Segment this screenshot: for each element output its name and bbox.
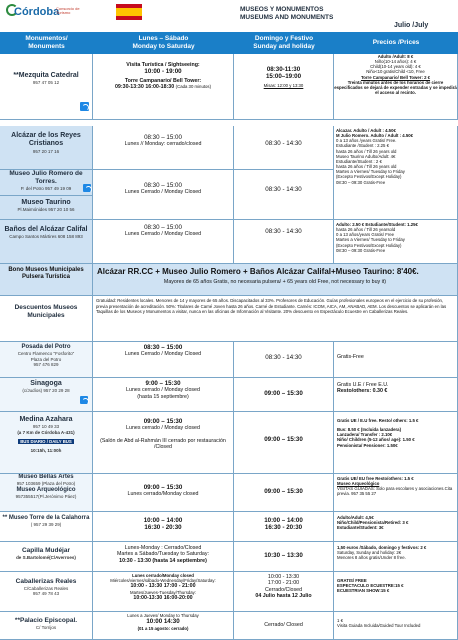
- caballerizas-closed: Cerrado/Closed: [264, 586, 303, 593]
- caballerizas-phone: 957 49 78 43: [32, 591, 60, 597]
- potro-name-cell: [0, 342, 93, 378]
- mezquita-weekend-cell: [234, 54, 334, 120]
- sinagoga-price-cell: [334, 378, 458, 412]
- banos-weekend-cell: [234, 220, 334, 264]
- calahorra-price-cell: [334, 512, 458, 542]
- alcazar-weekend-time: 08:30 - 14:30: [265, 140, 302, 147]
- alcazar-name-cell: [0, 126, 93, 170]
- alcazar-price-cell: [334, 126, 458, 220]
- potro-price-cell: [334, 342, 458, 378]
- bellas-weekday-time: 09:00 – 15:30: [143, 484, 183, 491]
- palacio-price-cell: [334, 612, 458, 640]
- calahorra-weekday-time1: 10:00 – 14:00: [143, 517, 183, 524]
- mezquita-sightseeing-label: Visita Turística / Sightseeing:: [126, 62, 200, 68]
- price-line: Gratis UE / E.U free. Resto/ others: 1.5 €: [337, 418, 419, 423]
- banos-weekday-time: 08:30 – 15:00: [144, 224, 182, 231]
- taurino-name: Museo Taurino: [21, 199, 71, 206]
- period-label: Julio /July: [394, 22, 429, 29]
- descuentos-text-cell: [93, 296, 458, 342]
- bono-name: Bono Museos Municipales: [8, 267, 84, 273]
- mudejar-hours: 10:30 - 13:30 (hasta 14 septiembre): [119, 557, 207, 564]
- potro-price: Gratis-Free: [337, 354, 364, 360]
- calahorra-weekday-cell: [93, 512, 234, 542]
- caballerizas-wed-fri-sat: Miércoles/viernes/sábado-Wednesday/Friday/Saturday:: [110, 578, 216, 584]
- price-line: Museo Taurino Adulto/Adult: 4€: [336, 153, 396, 159]
- price-line: Alcazar. Adulto / Adult : 4.50€: [336, 128, 396, 133]
- spain-flag-icon: [116, 4, 142, 20]
- caballerizas-weekend-time2: 17:00 - 21:00: [267, 580, 300, 587]
- price-line: Saturday, Sunday and holiday: 2€: [337, 550, 402, 556]
- price-line: Gratis U.E / Free E.U.: [337, 382, 389, 388]
- col-weekend-header: Domingo y Festivo Sunday and holiday: [234, 32, 334, 54]
- potro-weekday-time: 08:30 – 15:00: [143, 344, 183, 351]
- price-line: 1,50 euros /Sábado, domingo y festivos: 2 €: [337, 545, 427, 550]
- mudejar-weekend-time: 10:30 – 13:30: [264, 552, 303, 559]
- bono-info-cell: [93, 264, 458, 296]
- banos-weekday-cell: [93, 220, 234, 264]
- price-line: hasta 26 años / Till 26 years old: [336, 148, 397, 154]
- mudejar-name: Capilla Mudéjar: [21, 547, 71, 554]
- palacio-mon-thu: Lunes a Jueves/ Monday to Thursday: [127, 613, 199, 618]
- romero-name-cell: [0, 170, 93, 196]
- bellas-name-cell: [0, 474, 93, 512]
- alcazar-name: Alcázar de los Reyes Cristianos: [11, 132, 81, 148]
- romero-weekday-time: 08:30 – 15:00: [144, 182, 182, 189]
- bellas-weekend-cell: [234, 474, 334, 512]
- caballerizas-address: C/Caballerizas Reales: [23, 585, 69, 591]
- medina-closed-note: Lunes cerrado / Monday closed: [126, 425, 200, 432]
- arqueologico-name: Museo Arqueológico: [16, 486, 76, 493]
- banos-name-cell: [0, 220, 93, 264]
- sinagoga-weekend-cell: [234, 378, 334, 412]
- price-line: Pensionista/ Pensioner: 1.50€: [337, 442, 398, 448]
- potro-weekend-time: 08:30 - 14:30: [265, 354, 302, 361]
- bellas-weekend-time: 09:00 – 15:30: [264, 488, 303, 495]
- mezquita-weekday-cell: [93, 54, 234, 120]
- sinagoga-weekday-cell: [93, 378, 234, 412]
- alcazar-weekend-cell: [234, 126, 334, 170]
- banos-name: Baños del Alcázar Califal: [4, 226, 88, 233]
- mudejar-weekend-cell: [234, 542, 334, 572]
- romero-weekend-cell: [234, 170, 334, 220]
- mezquita-sightseeing-time: 10:00 - 19:00: [144, 68, 182, 76]
- sinagoga-closed-note: Lunes cerrado / Monday closed: [126, 387, 200, 394]
- arqueologico-phone: 957355517(Pl.Jerónimo Páez): [15, 493, 77, 499]
- sinagoga-date-note: (hasta 15 septiembre): [137, 393, 189, 400]
- caballerizas-tue-thu: Martes/Jueves-Tuesday/Thursday:: [130, 589, 196, 595]
- caballerizas-name: Caballerizas Reales: [15, 578, 77, 585]
- medina-weekend-time: 09:00 – 15:30: [264, 436, 303, 443]
- price-line: VISITAS GUIADAS: Solo para escolares y asociaciones.Cita previa. 957 35 55 27: [337, 486, 453, 497]
- price-line: hasta 26 años / Till 26 yearsold: [336, 227, 396, 233]
- caballerizas-weekend-cell: [234, 572, 334, 612]
- price-line: Niño/ Children (5-12 años/ age): 1.50 €: [337, 437, 415, 443]
- price-line: M Julio Romero. Adulto / Adult : 4.50€: [336, 133, 414, 139]
- mezquita-weekend-time1: 08:30-11:30: [266, 66, 301, 73]
- medina-name-cell: [0, 412, 93, 474]
- col-weekdays-header: Lunes – Sábado Monday to Saturday: [93, 32, 234, 54]
- bellas-price-cell: [334, 474, 458, 512]
- mudejar-weekday-cell: [93, 542, 234, 572]
- palacio-address: C/ Torrijos: [35, 624, 57, 630]
- price-line: Resto/others: 0.30 €: [337, 388, 388, 395]
- caballerizas-weekend-time1: 10:00 - 13:30: [267, 574, 300, 580]
- caballerizas-hours1: 10:00 - 13:30 17:00 - 21:00: [130, 583, 196, 590]
- sinagoga-name: Sinagoga: [30, 380, 62, 387]
- mudejar-tue-sat: Martes a Sábado/Tuesday to Saturday:: [117, 551, 209, 558]
- calahorra-weekend-time1: 10:00 – 14:00: [264, 517, 303, 524]
- bellas-name: Museo Bellas Artes: [18, 474, 74, 480]
- medina-price-cell: [334, 412, 458, 474]
- price-line: Visita Guiada Incluida/Guided Tour Included: [337, 623, 421, 629]
- calahorra-name-cell: [0, 512, 93, 542]
- price-line: Estudiante/Student : 2 €: [336, 158, 382, 164]
- daily-bus-badge: BUS DIARIO / DAILY BUS: [20, 439, 72, 445]
- pulsera-name: Pulsera Turística: [22, 274, 70, 281]
- price-line: Adulto: 2.50 € Estudiante/Student: 1.25€: [336, 222, 418, 227]
- palacio-name: **Palacio Episcopal.: [14, 617, 78, 624]
- price-line: hasta 26 años / Till 26 years old: [336, 164, 397, 170]
- medina-phone: 957 10 49 33: [32, 424, 60, 430]
- descuentos-name: Descuentos Museos Municipales: [14, 304, 78, 319]
- bellas-closed-note: Lunes cerrado/Monday closed: [127, 491, 199, 498]
- potro-weekend-cell: [234, 342, 334, 378]
- price-line: Torre Campanario/ Bell Tower: 2 €: [360, 74, 431, 80]
- price-line: Martes a Viernes/ Tuesday to Friday: [336, 169, 405, 175]
- caballerizas-closed-dates: 04 Julio hasta 12 Julio: [255, 593, 312, 600]
- mezquita-name-cell: [0, 54, 93, 120]
- price-line: Niño(10-14 años): 4 €: [374, 59, 417, 65]
- calahorra-weekend-time2: 16:30 - 20:30: [264, 524, 303, 532]
- logo-subtext: Consorcio de Turismo: [56, 6, 80, 16]
- romero-closed-note: Lunes Cerrado / Monday Closed: [124, 189, 202, 196]
- caballerizas-price-cell: [334, 572, 458, 612]
- bellas-phone: 957 103659 (Plaza del Potro): [16, 481, 76, 487]
- medina-weekday-time: 09:00 – 15:30: [143, 418, 183, 425]
- descuentos-name-cell: [0, 296, 93, 342]
- caballerizas-hours2: 10:00-13:30 16:00-20:00: [133, 594, 193, 601]
- wifi-icon: [80, 396, 88, 404]
- palacio-weekday-cell: [93, 612, 234, 640]
- palacio-weekend-cell: [234, 612, 334, 640]
- mezquita-name: **Mezquita Catedral: [13, 72, 79, 79]
- price-line: Niño/Child/Pensionista/Retired: 3 €: [337, 520, 409, 526]
- sinagoga-weekend-time: 09:00 – 15:30: [264, 390, 303, 397]
- calahorra-weekend-cell: [234, 512, 334, 542]
- price-line: (Excepto Festivos/Except Holiday): [336, 242, 402, 248]
- price-line: Estudiante /Student : 2.25 €: [336, 143, 390, 149]
- bono-seniors-note: Mayores de 65 años Gratis, no necesaria pulsera/ + 65 years old Free, not necessary to buy it): [163, 278, 387, 285]
- price-line: 1 €: [337, 618, 343, 623]
- banos-address: Campo Santos Mártires 608 158 893: [9, 234, 83, 240]
- potro-weekday-cell: [93, 342, 234, 378]
- price-line: 08:30 – 09:30 Gratis-Free: [336, 247, 386, 253]
- alcazar-weekday-cell: [93, 126, 234, 170]
- mezquita-price-cell: [334, 54, 458, 120]
- price-line: 0 a 13 años/years Gratis/ Free: [336, 232, 395, 238]
- mezquita-weekend-time2: 15:00–19:00: [265, 73, 302, 81]
- potro-phone: 957 476 829: [33, 361, 59, 367]
- palacio-name-cell: [0, 612, 93, 640]
- sinagoga-weekday-time: 9:00 – 15:30: [145, 380, 181, 387]
- caballerizas-name-cell: [0, 572, 93, 612]
- sinagoga-address: (c/Judíos) 957 20 29 28: [22, 388, 70, 394]
- potro-name: Posada del Potro: [21, 344, 71, 350]
- banos-price-cell: [334, 220, 458, 264]
- palacio-weekend-closed: Cerrado/ Closed: [264, 622, 303, 628]
- bono-name-cell: [0, 264, 93, 296]
- alcazar-weekday-time: 08:30 – 15:00: [144, 134, 182, 141]
- romero-address: P. del Potro 957 49 19 09: [20, 185, 72, 191]
- wifi-icon: [80, 102, 89, 111]
- potro-address1: Centro Flamenco "Fosforito": [17, 351, 75, 357]
- romero-weekend-time: 08:30 - 14:30: [265, 186, 302, 193]
- mezquita-belltower-times: 09:30-13:30 16:00-18:30 (Cada 30 minutos): [114, 84, 212, 91]
- price-line: Menores 8 años gratis/Under 8 free.: [337, 555, 406, 561]
- potro-closed-note: Lunes Cerrado / Monday Closed: [124, 351, 202, 358]
- price-line: Treinta minutos antes de los horarios de cierre especificados se dejará de expender entradas y se impedirá el acceso al recinto.: [334, 79, 457, 96]
- bono-price-line: Alcázar RR.CC + Museo Julio Romero + Baños Alcázar Califal+Museo Taurino: 8'40€.: [97, 267, 419, 276]
- caballerizas-weekday-cell: [93, 572, 234, 612]
- banos-closed-note: Lunes Cerrado / Monday Closed: [124, 231, 202, 238]
- potro-address2: Plaza del Potro: [30, 356, 62, 362]
- price-line: Child(10-14 years old): 4 €: [370, 64, 421, 70]
- medina-weekend-cell: [234, 412, 334, 474]
- romero-name: Museo Julio Romero de Torres.: [9, 170, 83, 185]
- taurino-address: Pl.Maimónides 957 20 10 56: [17, 207, 75, 213]
- price-line: 0 a 13 años /years Gratis/ Free.: [336, 138, 397, 144]
- price-line: (Excepto Festivos/Except Holiday): [336, 174, 402, 180]
- mudejar-price-cell: [334, 542, 458, 572]
- calahorra-name: ** Museo Torre de la Calahorra: [2, 515, 90, 521]
- bellas-weekday-cell: [93, 474, 234, 512]
- mezquita-belltower-label: Torre Campanario/ Bell Tower:: [124, 77, 202, 84]
- price-line: Estudiante/Student: 3€: [337, 525, 384, 531]
- bus-times: 10:15h, 11:00h: [30, 448, 62, 454]
- price-line: GRATIS/ FREE: [337, 578, 367, 583]
- calahorra-weekday-time2: 16:30 - 20:30: [144, 524, 182, 532]
- romero-weekday-cell: [93, 170, 234, 220]
- medina-salon-note: (Salón de Abd al-Rahmán III cerrado por restauración /Closed: [100, 437, 226, 451]
- cordoba-logo: [4, 4, 90, 26]
- price-line: Lanzadera/ Transfer : 2.10€: [337, 432, 393, 438]
- price-line: Adulto/Adult: 4,5€: [337, 515, 374, 520]
- price-line: Niño<10 gratis/Child <10, Free: [366, 69, 425, 75]
- palacio-hours: 10:00 14:30: [146, 618, 180, 626]
- col-monuments-header: Monumentos/ Monuments: [0, 32, 93, 54]
- price-line: ESPECTACULO ECUESTRE:15 €: [337, 583, 404, 589]
- medina-distance: (a 7 Km de Córdoba A-431): [17, 429, 75, 435]
- calahorra-phone: ( 957 29 39 29): [30, 522, 62, 528]
- mudejar-address: de S.Bartolomé(C/Averroes): [16, 554, 76, 560]
- alcazar-closed-note: Lunes // Monday: cerrado/closed: [124, 141, 202, 148]
- taurino-name-cell: [0, 196, 93, 220]
- mezquita-mass-times: Misas: 12:00 y 13:30: [263, 82, 304, 88]
- mezquita-phone: 957 47 05 12: [32, 80, 60, 86]
- price-line: Martes a Viernes/ Tuesday to Friday: [336, 237, 405, 243]
- price-line: Museo Arqueológico: [337, 481, 380, 487]
- price-line: ECUESTRIAN SHOW:15 €: [337, 588, 390, 594]
- alcazar-phone: 957 20 17 16: [32, 148, 60, 154]
- price-line: 08:30 – 09:30 Gratis-Free: [336, 179, 386, 185]
- page-title: MUSEOS Y MONUMENTOS MUSEUMS AND MONUMENTS: [240, 6, 334, 22]
- descuentos-text: Gratuidad: Residentes locales. Menores de 14 y mayores de 65 años. Discapacitados al 33%. Profesores de Educación. Guías profesionales europeos en el ejercicio de su profesión, previa presentación de acreditación. 50%: Titulares de Carné Joven hasta 26 años. Carné de Estudiante. Carnés: ICOM, AICA, AM, ANABAD, AEM. Los descuentos se aplicarán en las Taquillas de los Museos y Monumentos a visitar, nunca en las oficinas de Información al Visitante. 20% descuento en Espectáculo Ecuestre en Caballerizas Reales.: [96, 298, 447, 315]
- wifi-icon: [83, 184, 91, 192]
- mudejar-monday-note: Lunes-Monday : Cerrado/Closed: [124, 545, 202, 551]
- logo-text: Córdoba: [14, 6, 60, 18]
- medina-weekday-cell: [93, 412, 234, 474]
- price-line: Gratis UE/ EU free Resto/others: 1.5 €: [337, 476, 414, 481]
- palacio-august-note: (01 a 15 agosto: cerrado): [137, 625, 189, 631]
- medina-name: Medina Azahara: [19, 416, 73, 423]
- caballerizas-monday-note: Lunes cerrado/Monday closed: [132, 573, 194, 578]
- price-line: Adulto /Adult: 8 €: [377, 54, 414, 59]
- col-prices-header: Precios /Prices: [334, 32, 458, 54]
- banos-weekend-time: 08:30 - 14:30: [265, 228, 302, 235]
- mudejar-name-cell: [0, 542, 93, 572]
- page-header: [0, 0, 458, 32]
- sinagoga-name-cell: [0, 378, 93, 412]
- price-line: Bus: 8.50 € (Incluida lanzadera): [337, 427, 401, 433]
